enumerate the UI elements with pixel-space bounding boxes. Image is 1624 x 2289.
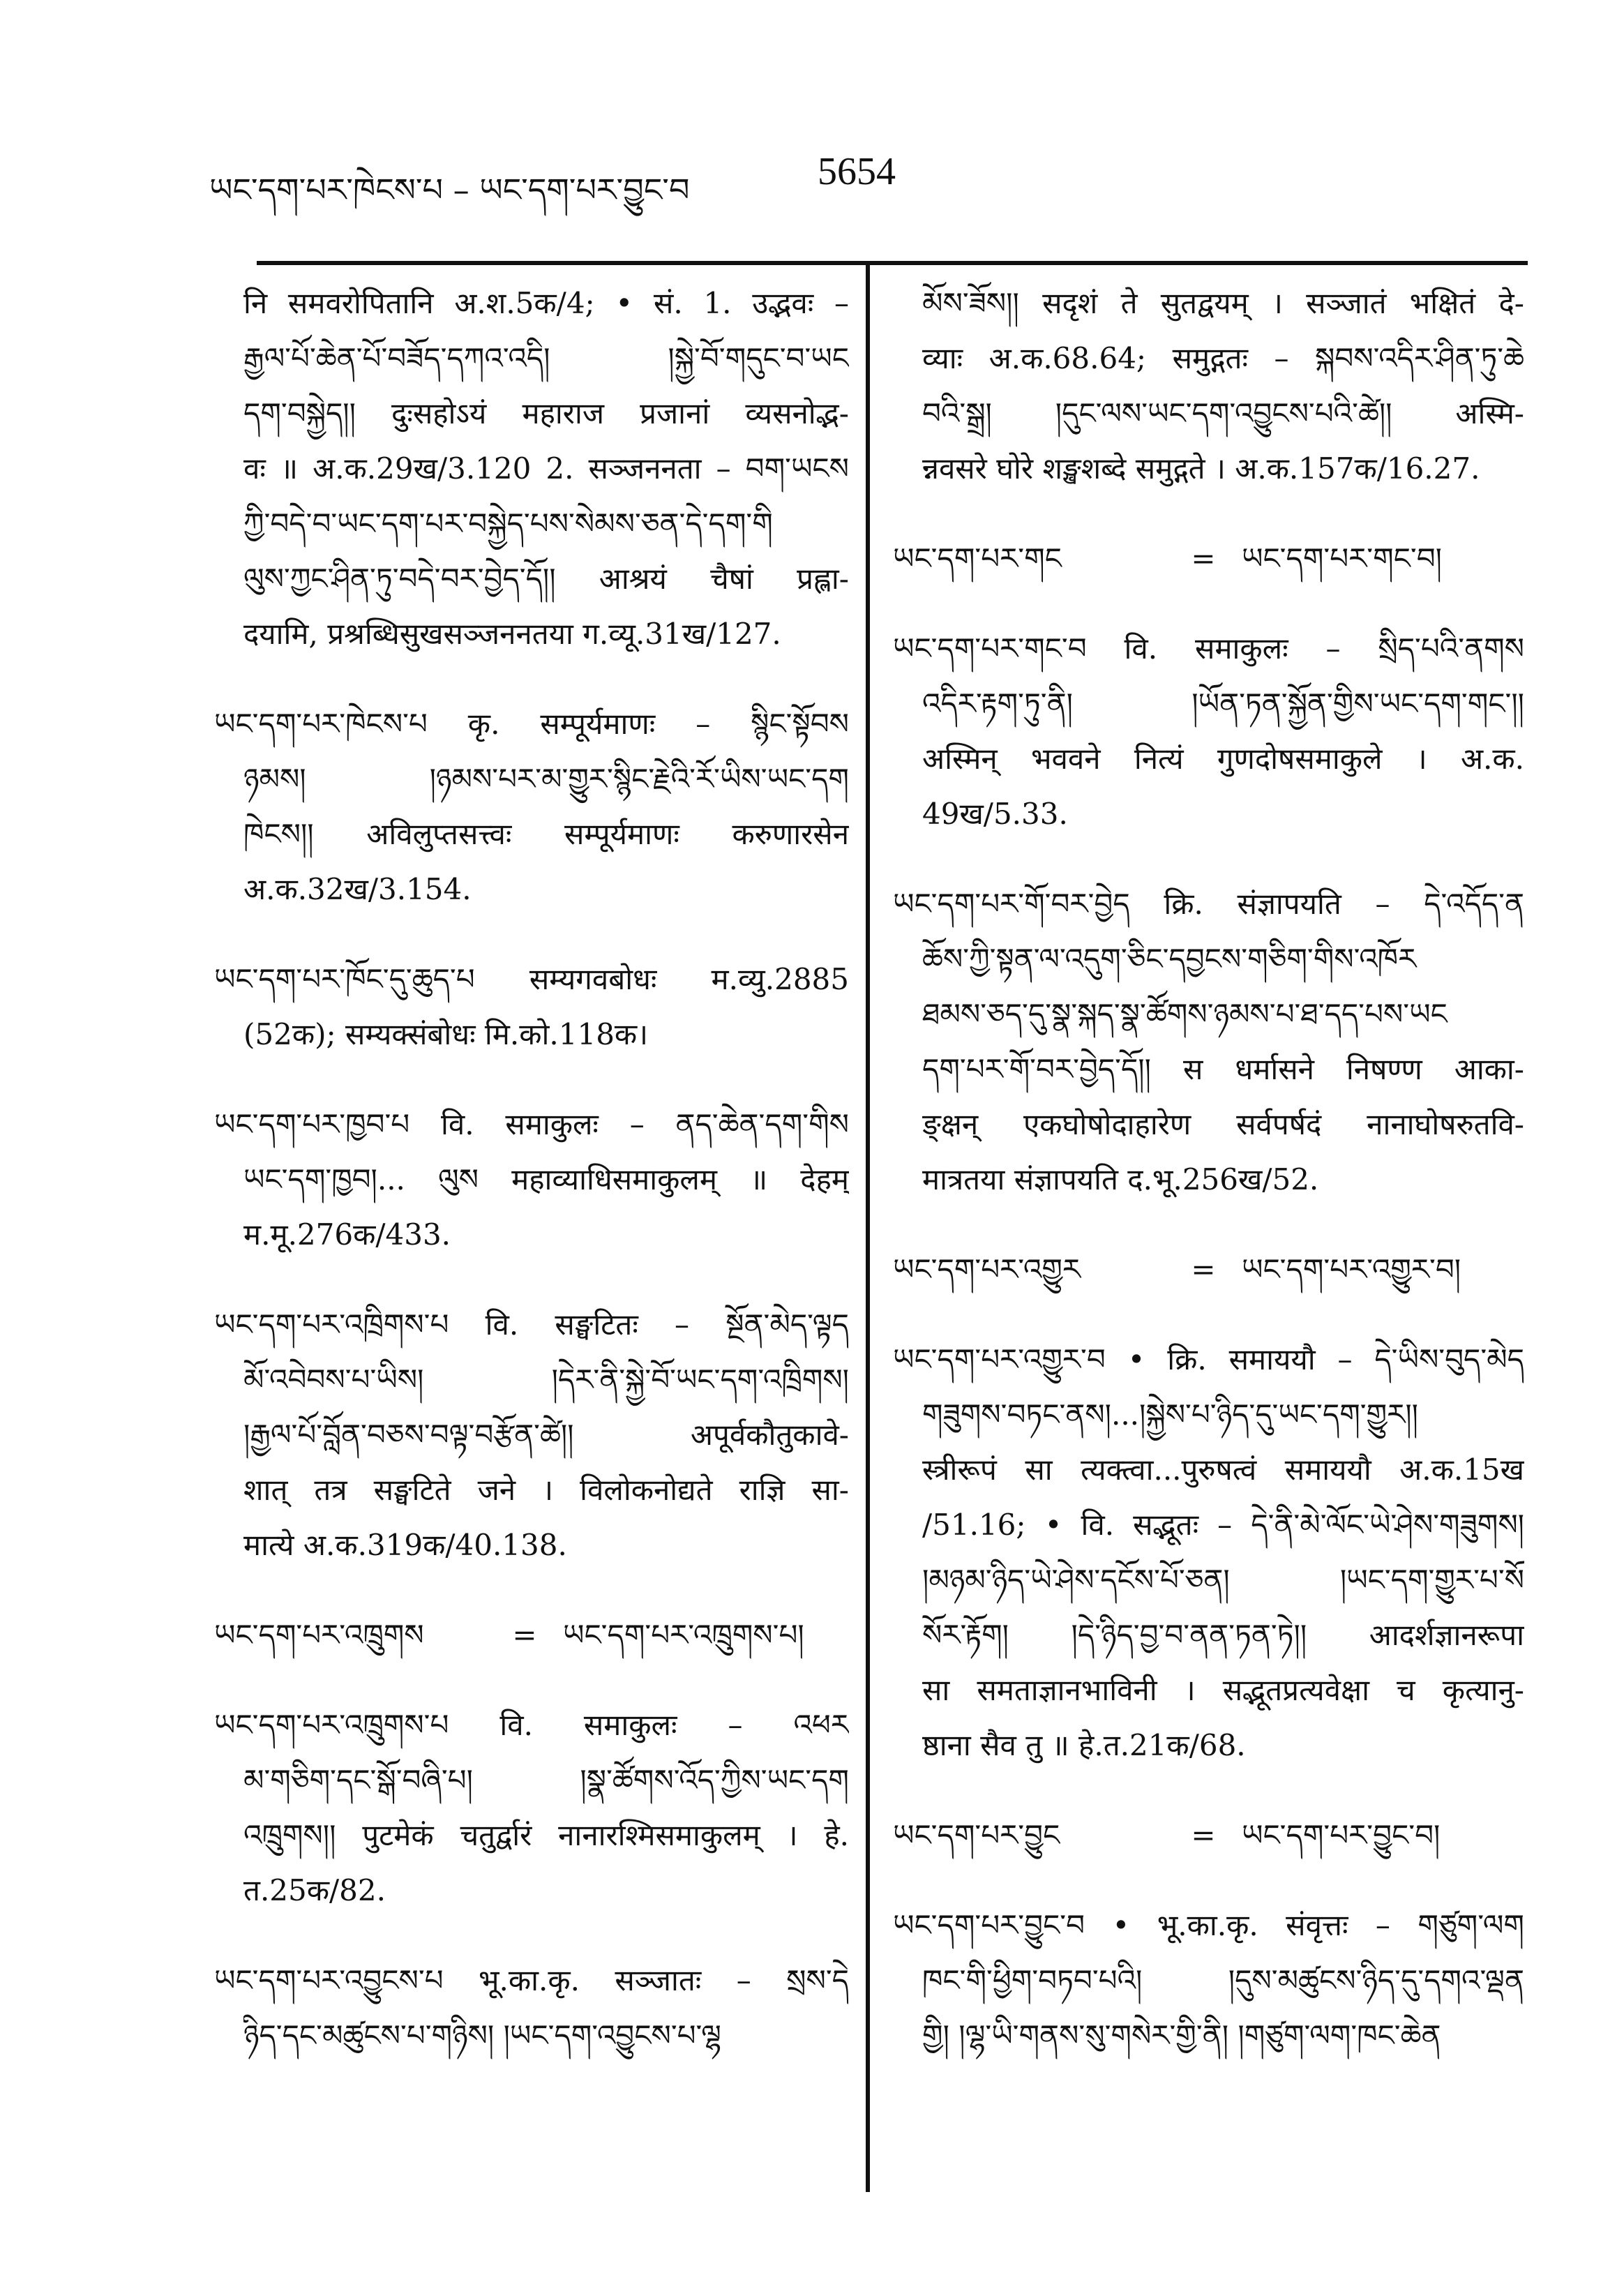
headword: ཡང་དག་པར་འགྱུར (893, 1252, 1081, 1286)
entry-text-line: ཐམས་ཅད་དུ་སྣ་སྐད་སྣ་ཚོགས་ཉམས་པ་ཐ་དད་པས་ཡང (922, 997, 1448, 1031)
equals-sign: = (512, 1618, 537, 1652)
entry-text-line: शात् तत्र सङ्घटिते जने । विलोकनोद्यते राज्ञि सा- (243, 1473, 849, 1507)
dictionary-entry (214, 1953, 849, 2063)
left-column (214, 276, 849, 2098)
entry-headword-line: ཡང་དག་པར་ཁོང་དུ་ཆུད་པ सम्यगवबोधः म.व्यु.2885 (214, 962, 849, 996)
entry-text-line: सा समताज्ञानभाविनी । सद्भूतप्रत्यवेक्षा च कृत्यानु- (922, 1673, 1524, 1707)
entry-text-line: व्याः अ.क.68.64; समुद्गतः – སྐབས་འདིར་ཤིན་ཏུ་ཆེ (922, 341, 1524, 375)
dictionary-entry (893, 276, 1524, 496)
entry-text-line: न्नवसरे घोरे शङ्खशब्दे समुद्गते । अ.क.157क/16.27. (922, 451, 1480, 486)
entry-text-line: नि समवरोपितानि अ.श.5क/4; • सं. 1. उद्भवः – (243, 286, 849, 320)
running-header-headwords: ཡང་དག་པར་ཁེངས་པ – ཡང་དག་པར་བྱུང་བ (209, 171, 690, 209)
reference-target: ཡང་དག་པར་བྱུང་བ། (1242, 1818, 1441, 1852)
headword: ཡང་དག་པར་བྱུང (893, 1818, 1060, 1852)
entry-headword-line: ཡང་དག་པར་ཁྱབ་པ वि. समाकुलः – ནད་ཆེན་དག་གིས (214, 1107, 849, 1141)
entry-text-line: (52क); सम्यक्संबोधः मि.को.118क। (243, 1017, 649, 1051)
reference-target: ཡང་དག་པར་འགྱུར་བ། (1242, 1252, 1461, 1286)
entry-text-line: གྱི། །ལྷ་ཡི་གནས་སུ་གསེར་གྱི་ནི། །གཙུག་ལག་ཁང་ཆེན (922, 2018, 1441, 2052)
headword: ཡང་དག་པར་འཁྲུགས (214, 1618, 424, 1652)
entry-text-line: ཆོས་ཀྱི་སྟན་ལ་འདུག་ཅིང་དབྱངས་གཅིག་གིས་འཁོར (922, 942, 1417, 976)
dictionary-entry (893, 1332, 1524, 1773)
cross-reference-line (893, 531, 1524, 586)
entry-text-line: གཟུགས་བཏང་ནས།...།སྐྱེས་པ་ཉིད་དུ་ཡང་དག་གྱུར།། (922, 1397, 1418, 1432)
entry-text-line: རྒྱལ་པོ་ཆེན་པོ་བཟོད་དཀའ་འདི། །སྐྱེ་བོ་གདུང་བ་ཡང (243, 341, 849, 375)
entry-text-line: वः ॥ अ.क.29ख/3.120 2. सञ्जननता – བག་ཡངས (243, 451, 849, 486)
entry-text-line: स्त्रीरूपं सा त्यक्त्वा...पुरुषत्वं समाययौ अ.क.15ख (922, 1453, 1524, 1487)
entry-text-line: དག་པར་གོ་བར་བྱེད་དོ།། स धर्मासने निषण्ण आका- (922, 1052, 1524, 1086)
entry-text-line: ཀྱི་བདེ་བ་ཡང་དག་པར་བསྐྱེད་པས་སེམས་ཅན་དེ་དག་གི (243, 506, 773, 541)
dictionary-entry (893, 1898, 1524, 2063)
entry-text-line: दयामि, प्रश्रब्धिसुखसञ्जननतया ग.व्यू.31ख/127. (243, 617, 781, 651)
entry-text-line: म.मू.276क/433. (243, 1217, 451, 1252)
entry-text-line: ཉམས། །ཉམས་པར་མ་གྱུར་སྙིང་རྗེའི་རོ་ཡིས་ཡང་དག (243, 762, 849, 796)
equals-sign: = (1191, 541, 1216, 576)
entry-text-line: मात्रतया संज्ञापयति द.भू.256ख/52. (922, 1162, 1319, 1196)
cross-reference-entry (214, 1607, 849, 1663)
header-rule (257, 261, 1528, 265)
entry-text-line: ལུས་ཀྱང་ཤིན་ཏུ་བདེ་བར་བྱེད་དོ།། आश्रयं चैषां प्रह्ला- (243, 562, 849, 596)
entry-text-line: སོར་རྟོག། །དེ་ཉིད་བྱ་བ་ནན་ཏན་ཏེ།། आदर्शज्ञानरूपा (922, 1618, 1524, 1652)
entry-text-line: མོས་ཟོས།། सदृशं ते सुतद्वयम् । सञ्जातं भक्षितं दे- (922, 286, 1524, 320)
dictionary-entry (214, 1297, 849, 1573)
entry-text-line: །རྒྱལ་པོ་བློན་བཅས་བལྟ་བརྩོན་ཚེ།། अपूर्वकौतुकावे- (243, 1418, 849, 1452)
entry-headword-line: ཡང་དག་པར་བྱུང་བ • भू.का.कृ. संवृत्तः – གཙུག་ལག (893, 1908, 1524, 1942)
entry-headword-line: ཡང་དག་པར་འབྱུངས་པ भू.का.कृ. सञ्जातः – སྲས་དེ (214, 1963, 849, 1997)
entry-text-line: མོ་འབེབས་པ་ཡིས། །དེར་ནི་སྐྱེ་བོ་ཡང་དག་འཁྲིགས། (243, 1363, 849, 1397)
entry-text-line: བའི་སྒྲ། །དུང་ལས་ཡང་དག་འབྱུངས་པའི་ཚེ།། अस्मि- (922, 396, 1524, 430)
entry-text-line: དག་བསྐྱེད།། दुःसहोऽयं महाराज प्रजानां व्यसनोद्भ- (243, 396, 849, 430)
cross-reference-entry (893, 1242, 1524, 1297)
entry-text-line: 49ख/5.33. (922, 797, 1068, 831)
reference-target: ཡང་དག་པར་འཁྲུགས་པ། (563, 1618, 804, 1652)
entry-text-line: །མཉམ་ཉིད་ཡེ་ཤེས་དངོས་པོ་ཅན། །ཡང་དག་གྱུར་པ་སོ (922, 1563, 1524, 1597)
entry-text-line: ཁང་གི་ཕྱིག་བཏབ་པའི། །དུས་མཚུངས་ཉིད་དུ་དགའ་ལྡན (922, 1963, 1524, 1997)
reference-target: ཡང་དག་པར་གང་བ། (1242, 541, 1442, 576)
entry-text-line: ཉིད་དང་མཚུངས་པ་གཉིས། །ཡང་དག་འབྱུངས་པ་ལྷ (243, 2018, 721, 2052)
right-column (893, 276, 1524, 2098)
entry-text-line: अस्मिन् भववने नित्यं गुणदोषसमाकुले । अ.क. (922, 742, 1524, 776)
entry-text-line: ཡང་དག་ཁྱབ།... ལུས महाव्याधिसमाकुलम् ॥ देहम् (243, 1162, 849, 1196)
entry-text-line: /51.16; • वि. सद्भूतः – དེ་ནི་མེ་ལོང་ཡེ་ཤེས་གཟུགས། (922, 1508, 1524, 1542)
entry-text-line: ङ्क्षन् एकघोषोदाहारेण सर्वपर्षदं नानाघोषरुतवि- (922, 1107, 1524, 1141)
entry-text-line: འཁྲུགས།། पुटमेकं चतुर्द्वारं नानारश्मिसमाकुलम् । हे. (243, 1818, 849, 1852)
headword: ཡང་དག་པར་གང (893, 541, 1062, 576)
cross-reference-line (214, 1607, 849, 1663)
entry-headword-line: ཡང་དག་པར་འགྱུར་བ • क्रि. समाययौ – དེ་ཡིས་བུད་མེད (893, 1342, 1524, 1376)
entry-headword-line: ཡང་དག་པར་གང་བ वि. समाकुलः – སྲིད་པའི་ནགས (893, 631, 1524, 666)
page-number: 5654 (818, 150, 896, 193)
dictionary-entry (893, 621, 1524, 841)
entry-text-line: अ.क.32ख/3.154. (243, 872, 472, 906)
cross-reference-entry (893, 531, 1524, 586)
entry-text-line: ཁེངས།། अविलुप्तसत्त्वः सम्पूर्यमाणः करुणारसेन (243, 817, 849, 851)
cross-reference-line (893, 1808, 1524, 1863)
dictionary-entry (214, 1697, 849, 1918)
cross-reference-entry (893, 1808, 1524, 1863)
equals-sign: = (1191, 1252, 1216, 1286)
dictionary-entry (893, 876, 1524, 1207)
entry-text-line: मात्ये अ.क.319क/40.138. (243, 1528, 567, 1562)
column-divider (866, 265, 870, 2192)
dictionary-entry (214, 276, 849, 661)
entry-text-line: འདིར་རྟག་ཏུ་ནི། །ཡོན་ཏན་སྐྱོན་གྱིས་ཡང་དག་གང་།། (922, 686, 1524, 721)
entry-headword-line: ཡང་དག་པར་འཁྲུགས་པ वि. समाकुलः – འཕར (214, 1708, 849, 1742)
equals-sign: = (1191, 1818, 1216, 1852)
entry-text-line: མ་གཅིག་དང་སྒོ་བཞི་པ། །སྣ་ཚོགས་འོད་ཀྱིས་ཡང་དག (243, 1763, 849, 1797)
cross-reference-line (893, 1242, 1524, 1297)
entry-headword-line: ཡང་དག་པར་གོ་བར་བྱེད क्रि. संज्ञापयति – དེ་འདོད་ན (893, 887, 1524, 921)
dictionary-entry (214, 952, 849, 1062)
dictionary-entry (214, 696, 849, 917)
entry-text-line: त.25क/82. (243, 1873, 386, 1907)
entry-headword-line: ཡང་དག་པར་ཁེངས་པ कृ. सम्पूर्यमाणः – སྙིང་སྟོབས (214, 707, 849, 741)
entry-text-line: ष्ठाना सैव तु ॥ हे.त.21क/68. (922, 1728, 1246, 1762)
entry-headword-line: ཡང་དག་པར་འཁྲིགས་པ वि. सङ्घटितः – སྔོན་མེད་ལྟད (214, 1307, 849, 1342)
dictionary-entry (214, 1097, 849, 1262)
